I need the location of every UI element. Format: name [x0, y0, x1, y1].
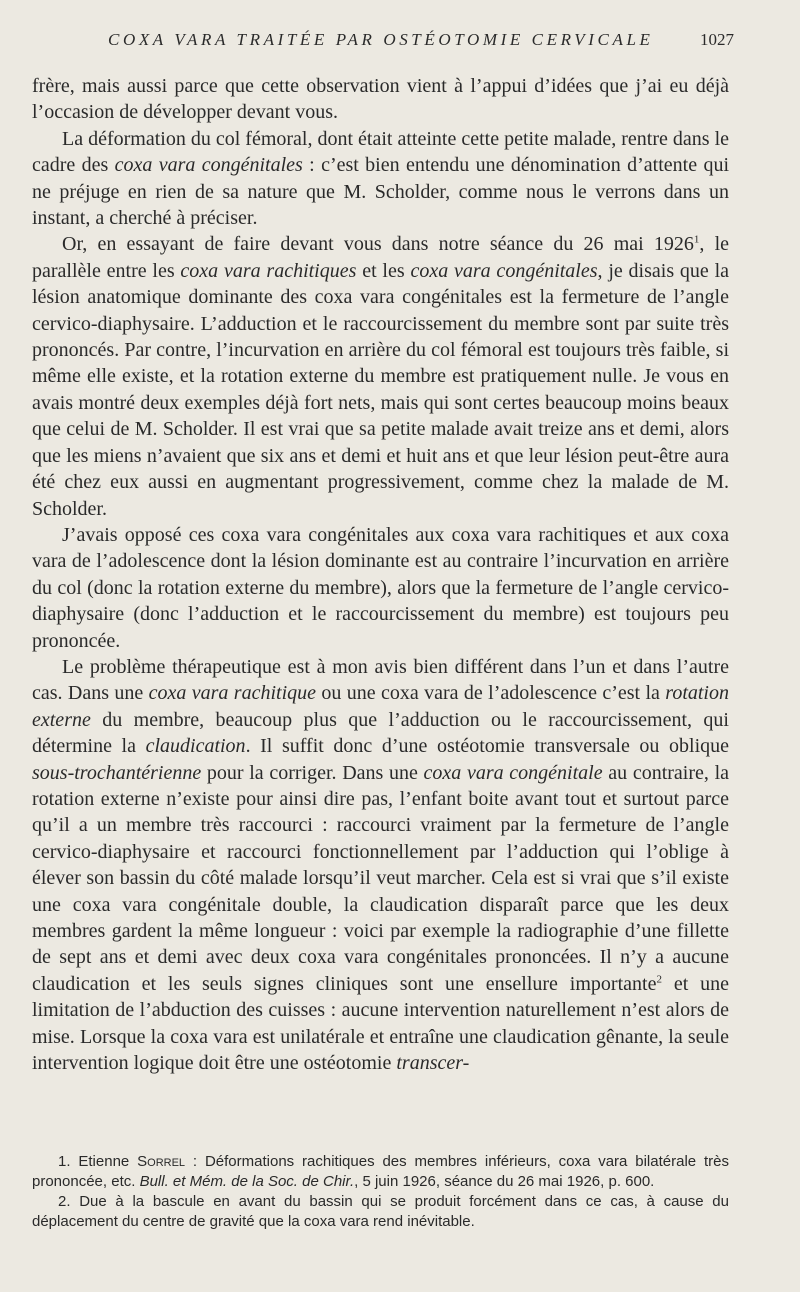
footnote-ref-2[interactable]: 2	[656, 973, 662, 986]
paragraph-text: La déformation du col fémoral, dont était atteinte cette petite malade, rentre dans le cadre des	[32, 127, 729, 177]
paragraph-text: : c’est bien entendu une dénomination d’attente qui ne préjuge en rien de sa nature que M. Scholder, comme nous le verrons dans un instant, a cherché à préciser.	[32, 154, 729, 230]
paragraph-text: Or, en essayant de faire devant vous dans notre séance du 26 mai 1926	[62, 233, 694, 256]
page-number: 1027	[700, 30, 734, 49]
paragraph-text: et une limitation de l’abduction des cuisses : aucune intervention naturellement n’est alors de mise. Lorsque la coxa vara est unilatérale et entraîne une claudication gênante, la seule intervention logique doit être une ostéotomie	[32, 972, 729, 1075]
footnote-ref-1[interactable]: 1	[693, 233, 700, 246]
paragraph-text: , je disais que la lésion anatomique dominante des coxa vara congénitales est la fermeture de l’angle cervico-diaphysaire. L’adduction et le raccourcissement du membre sont par suite très prononcés. Par contre, l’incurvation en arrière du col fémoral est toujours très faible, si même elle existe, et la rotation externe du membre est pratiquement nulle. Je vous en avais montré deux exemples déjà fort nets, mais qui sont certes beaucoup moins beaux que celui de M. Scholder. Il est vrai que sa petite malade avait treize ans et demi, alors que les miens n’avaient que six ans et demi et huit ans et que leur lésion peut-être aura été chez eux aussi en augmentant progressivement, comme chez la malade de M. Scholder.	[32, 259, 730, 520]
body-text	[32, 73, 729, 1076]
paragraph-text: ou une coxa vara de l’adolescence c’est la	[316, 682, 666, 705]
footnotes	[32, 1152, 729, 1232]
paragraph-4	[32, 522, 729, 654]
italic-term: transcer-	[396, 1052, 470, 1075]
paragraph-text: du membre, beaucoup plus que l’adduction ou le raccourcissement, qui détermine la	[32, 708, 729, 758]
running-title: COXA VARA TRAITÉE PAR OSTÉOTOMIE CERVICALE	[108, 30, 654, 49]
paragraph-text: Le problème thérapeutique est à mon avis bien différent dans l’un et dans l’autre cas. Dans une	[32, 655, 729, 705]
footnote-text: 2. Due à la bascule en avant du bassin qui se produit forcément dans ce cas, à cause du déplacement du centre de gravité que la coxa vara rend inévitable.	[32, 1193, 729, 1230]
paragraph-3	[32, 231, 729, 521]
footnote-text: : Déformations rachitiques des membres inférieurs, coxa vara bilatérale très prononcée, etc.	[32, 1153, 729, 1190]
journal-title: Bull. et Mém. de la Soc. de Chir.	[139, 1173, 355, 1190]
footnote-text: , 5 juin 1926, séance du 26 mai 1926, p. 600.	[354, 1173, 655, 1190]
paragraph-text: et les	[356, 259, 411, 282]
footnote-2	[32, 1192, 729, 1232]
paragraph-text: . Il suffit donc d’une ostéotomie transversale ou oblique	[245, 735, 729, 758]
italic-term: coxa vara rachitiques	[180, 259, 357, 282]
italic-term: rotation externe	[32, 682, 729, 731]
paragraph-text: , le parallèle entre les	[32, 233, 730, 282]
italic-term: claudication	[145, 735, 246, 758]
paragraph-text: J’avais opposé ces coxa vara congénitales aux coxa vara rachitiques et aux coxa vara de l’adolescence dont la lésion dominante est au contraire l’incurvation en arrière du col (donc la rotation externe du membre), alors que la fermeture de l’angle cervico-diaphysaire (donc l’adduction et le raccourcissement du membre) est toujours peu prononcée.	[32, 523, 729, 652]
page-header	[0, 26, 800, 56]
paragraph-2	[32, 126, 729, 232]
paragraph-text: frère, mais aussi parce que cette observation vient à l’appui d’idées que j’ai eu déjà l’occasion de développer devant vous.	[32, 75, 729, 124]
italic-term: coxa vara rachitique	[148, 682, 317, 705]
paragraph-text: pour la corriger. Dans une	[201, 761, 424, 784]
italic-term: coxa vara congénitale	[423, 761, 603, 784]
footnote-1	[32, 1152, 729, 1192]
footnote-text: 1. Etienne	[58, 1153, 138, 1170]
italic-term: coxa vara congénitales	[410, 259, 598, 282]
paragraph-text: au contraire, la rotation externe n’existe pour ainsi dire pas, l’enfant boite avant tout et surtout parce qu’il a un membre très raccourci : raccourci vraiment par la fermeture de l’angle cervico-diaphysaire et raccourci fonctionnellement par l’adduction qui l’oblige à élever son bassin du côté malade lorsqu’il veut marcher. Cela est si vrai que s’il existe une coxa vara congénitale double, la claudication disparaît parce que les deux membres gardent la même longueur : voici par exemple la radiographie d’une fillette de sept ans et demi avec deux coxa vara congénitales prononcées. Il n’y a aucune claudication et les seuls signes cliniques sont une ensellure importante	[32, 761, 730, 995]
italic-term: sous-trochantérienne	[32, 761, 202, 784]
author-name: Sorrel	[137, 1153, 186, 1170]
italic-term: coxa vara congénitales	[114, 154, 303, 177]
paragraph-5	[32, 654, 729, 1077]
paragraph-1	[32, 73, 729, 126]
